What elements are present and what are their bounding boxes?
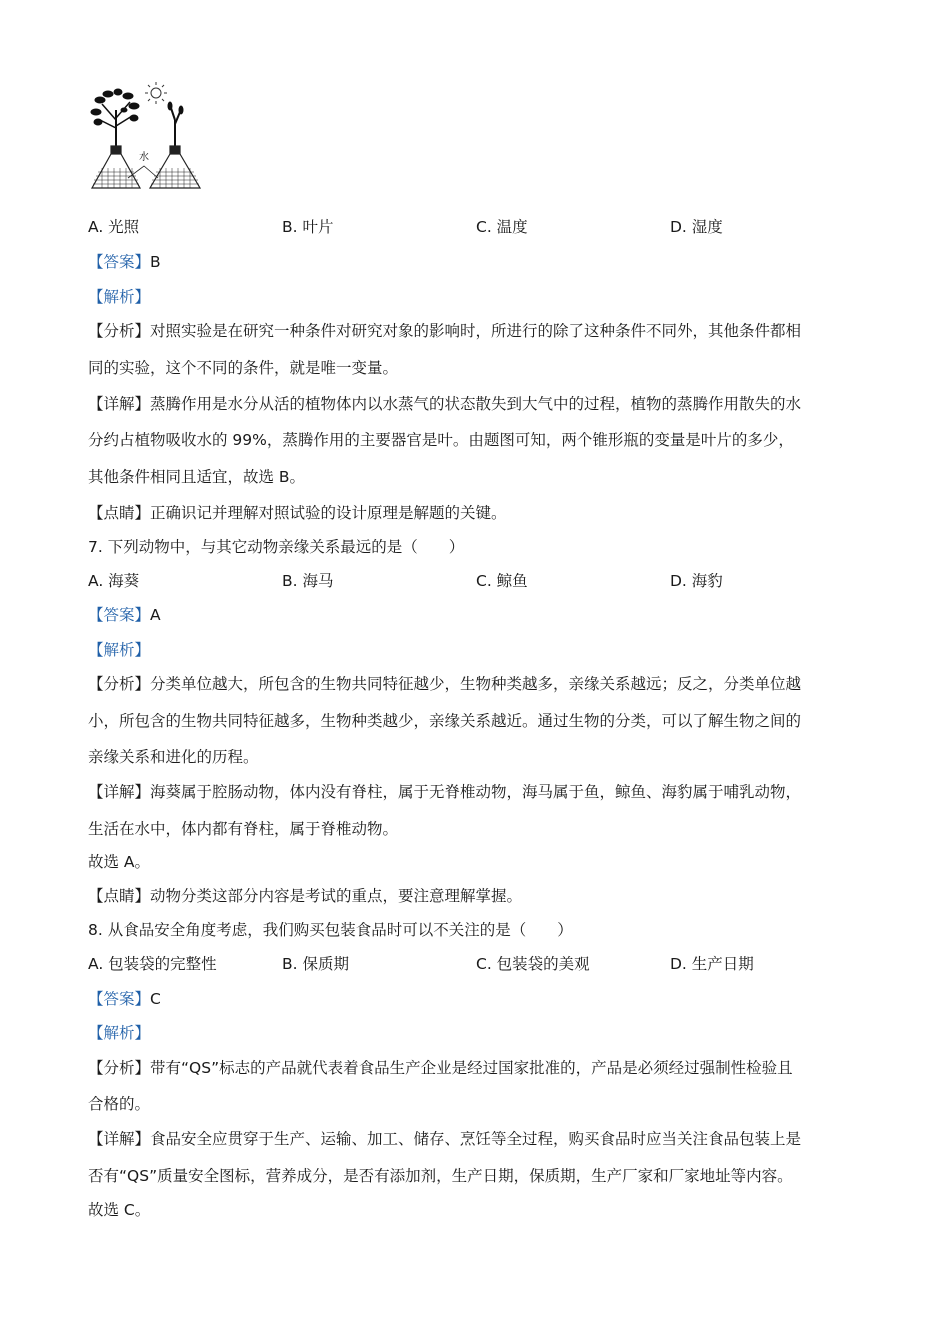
q6-xiangjie-cont-2: 其他条件相同且适宜，故选 B。: [88, 468, 306, 486]
q6-answer: 【答案】B: [88, 253, 161, 271]
q8-answer: 【答案】C: [88, 990, 161, 1008]
q7-option-a: A. 海葵: [88, 572, 140, 590]
q8-xiangjie-cont: 否有“QS”质量安全图标，营养成分，是否有添加剂，生产日期，保质期，生产厂家和厂家地址等内容。: [88, 1167, 793, 1185]
leafy-plant-icon: [91, 89, 139, 150]
q7-question: 7. 下列动物中，与其它动物亲缘关系最远的是（ ）: [88, 538, 465, 556]
q8-option-b: B. 保质期: [282, 955, 349, 973]
q8-question: 8. 从食品安全角度考虑，我们购买包装食品时可以不关注的是（ ）: [88, 921, 573, 939]
q6-option-b: B. 叶片: [282, 218, 334, 236]
q8-option-d: D. 生产日期: [670, 955, 754, 973]
q8-fenxi: 【分析】带有“QS”标志的产品就代表着食品生产企业是经过国家批准的，产品是必须经过强制性检验且: [88, 1059, 793, 1077]
q7-xiangjie: 【详解】海葵属于腔肠动物，体内没有脊柱，属于无脊椎动物，海马属于鱼，鲸鱼、海豹属于哺乳动物，: [88, 783, 802, 801]
conical-flask-right: [150, 146, 200, 188]
q7-xiangjie-cont: 生活在水中，体内都有脊柱，属于脊椎动物。: [88, 820, 399, 838]
q6-fenxi-cont: 同的实验，这个不同的条件，就是唯一变量。: [88, 359, 399, 377]
leafless-plant-icon: [168, 102, 183, 150]
q7-fenxi-cont-2: 亲缘关系和进化的历程。: [88, 748, 259, 766]
q6-option-d: D. 湿度: [670, 218, 723, 236]
q7-answer: 【答案】A: [88, 606, 161, 624]
q7-dianjing: 【点睛】动物分类这部分内容是考试的重点，要注意理解掌握。: [88, 887, 523, 905]
q7-analysis-heading: 【解析】: [88, 641, 151, 659]
q7-fenxi-cont-1: 小，所包含的生物共同特征越多，生物种类越少，亲缘关系越近。通过生物的分类，可以了解生物之间的: [88, 712, 802, 730]
q8-fenxi-cont: 合格的。: [88, 1095, 151, 1113]
q7-option-d: D. 海豹: [670, 572, 723, 590]
q8-analysis-heading: 【解析】: [88, 1024, 151, 1042]
q6-option-c: C. 温度: [476, 218, 528, 236]
q6-xiangjie-cont-1: 分约占植物吸收水的 99%，蒸腾作用的主要器官是叶。由题图可知，两个锥形瓶的变量是叶片的多少，: [88, 431, 794, 449]
water-label: 水: [139, 152, 149, 163]
conical-flask-left: [92, 146, 140, 188]
q8-xiangjie: 【详解】食品安全应贯穿于生产、运输、加工、储存、烹饪等全过程，购买食品时应当关注食品包装上是: [88, 1130, 802, 1148]
q7-conclusion: 故选 A。: [88, 853, 151, 871]
q8-option-a: A. 包装袋的完整性: [88, 955, 217, 973]
q6-xiangjie: 【详解】蒸腾作用是水分从活的植物体内以水蒸气的状态散失到大气中的过程，植物的蒸腾作用散失的水: [88, 395, 802, 413]
q7-fenxi: 【分析】分类单位越大，所包含的生物共同特征越少，生物种类越多，亲缘关系越远；反之，分类单位越: [88, 675, 802, 693]
experiment-figure: [88, 80, 218, 200]
q8-option-c: C. 包装袋的美观: [476, 955, 590, 973]
q6-option-a: A. 光照: [88, 218, 140, 236]
sun-icon: [145, 82, 167, 104]
q8-conclusion: 故选 C。: [88, 1201, 151, 1219]
q6-dianjing: 【点睛】正确识记并理解对照试验的设计原理是解题的关键。: [88, 504, 507, 522]
q6-fenxi: 【分析】对照实验是在研究一种条件对研究对象的影响时，所进行的除了这种条件不同外，其他条件都相: [88, 322, 802, 340]
q7-option-b: B. 海马: [282, 572, 334, 590]
q6-analysis-heading: 【解析】: [88, 288, 151, 306]
q7-option-c: C. 鲸鱼: [476, 572, 528, 590]
